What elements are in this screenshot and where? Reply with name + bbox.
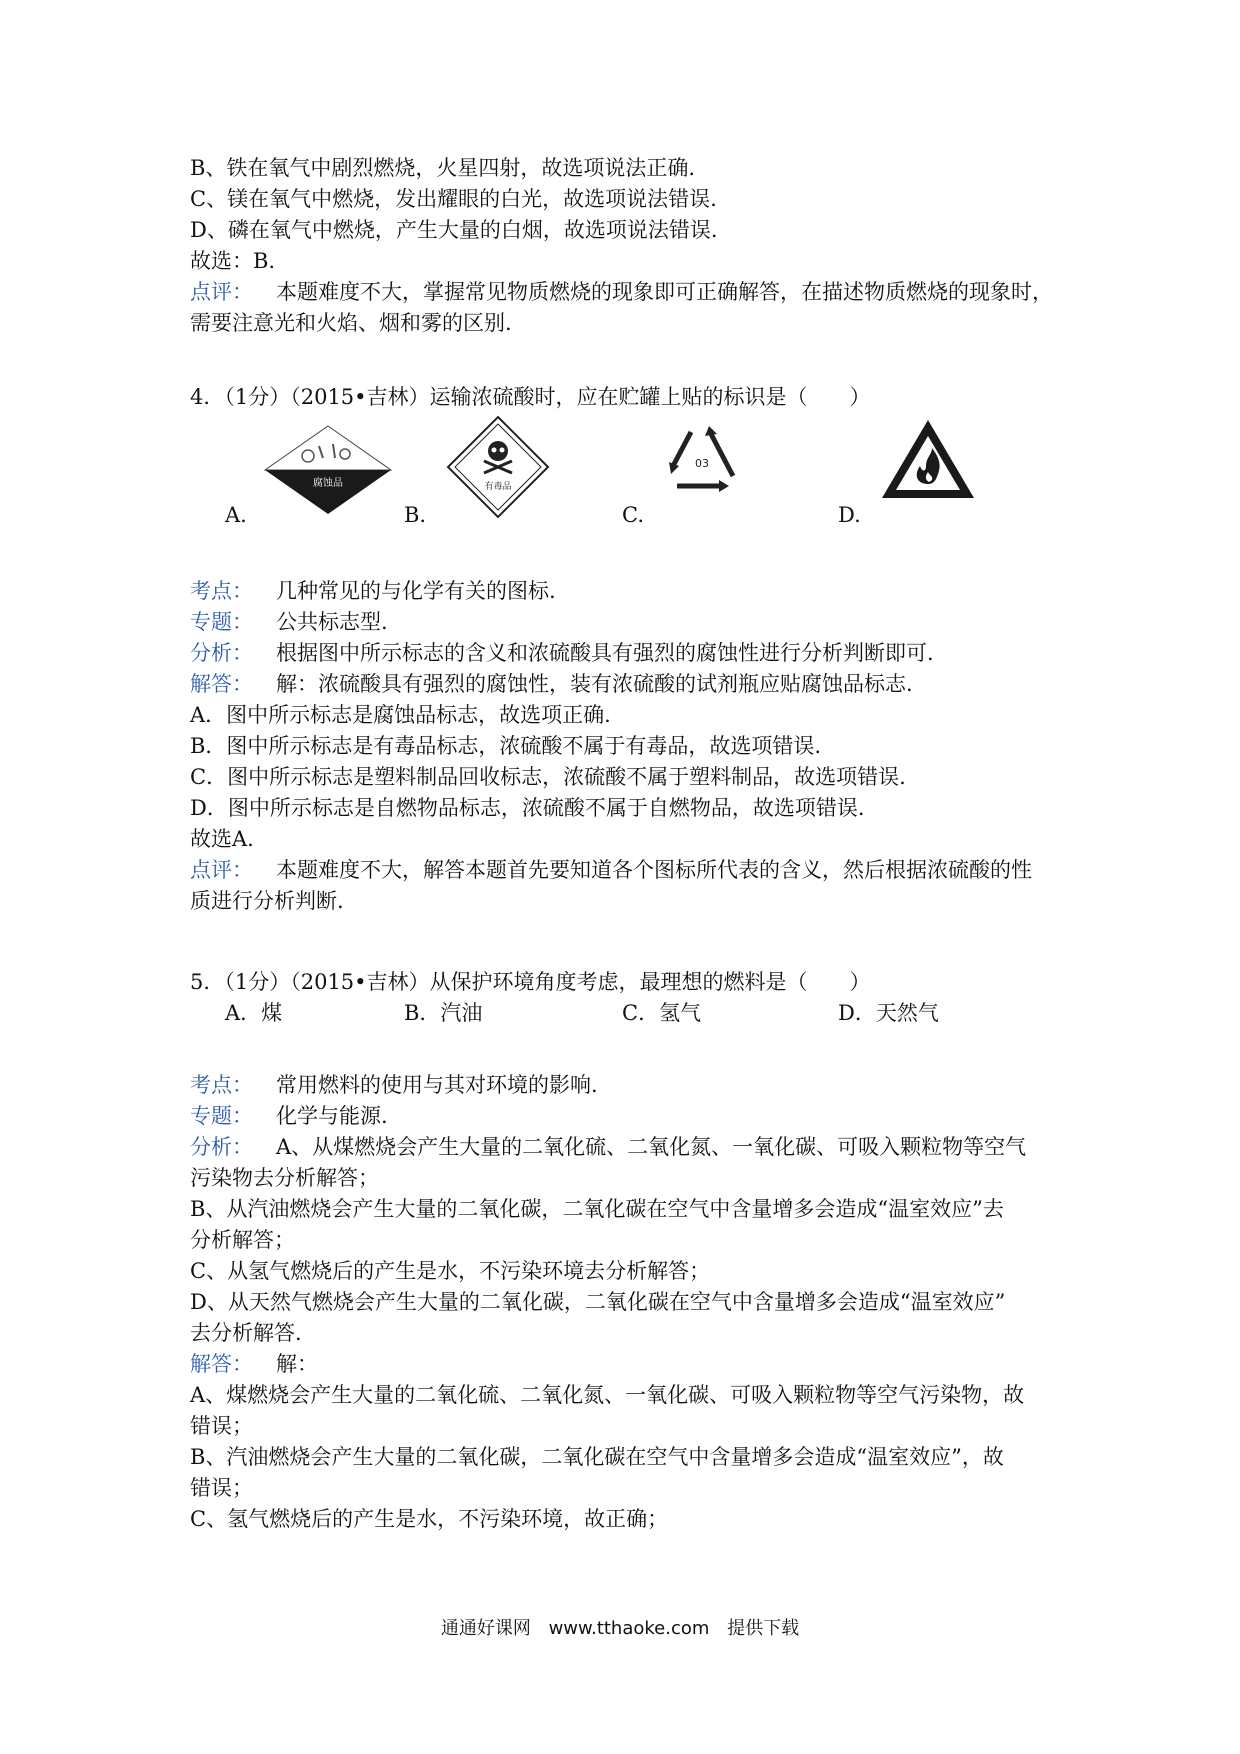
text-line: C．图中所示标志是塑料制品回收标志，浓硫酸不属于塑料制品，故选项错误. (190, 765, 906, 789)
text-line: D、磷在氧气中燃烧，产生大量的白烟，故选项说法错误. (190, 218, 718, 242)
kaodian-text: 常用燃料的使用与其对环境的影响. (276, 1073, 598, 1097)
footer-url[interactable]: www.tthaoke.com (548, 1618, 710, 1639)
comment-text: 本题难度不大，解答本题首先要知道各个图标所代表的含义，然后根据浓硫酸的性 (276, 858, 1032, 882)
text-line: C、从氢气燃烧后的产生是水，不污染环境去分析解答； (190, 1259, 711, 1283)
kaodian-line (190, 576, 1060, 606)
zhuanti-label: 专题： (190, 1104, 253, 1128)
text-line: C、氢气燃烧后的产生是水，不污染环境，故正确； (190, 1507, 669, 1531)
option-b: B．汽油 (404, 1001, 483, 1025)
jieda-line (190, 1349, 1060, 1379)
toxic-sign-label: 有毒品 (484, 482, 512, 492)
fenxi-label: 分析： (190, 1135, 253, 1159)
text-line: B、从汽油燃烧会产生大量的二氧化碳，二氧化碳在空气中含量增多会造成“温室效应”去 (190, 1197, 1004, 1221)
fenxi-text: 根据图中所示标志的含义和浓硫酸具有强烈的腐蚀性进行分析判断即可. (276, 641, 934, 665)
text-line: 故选：B. (190, 249, 276, 273)
text-line: 去分析解答. (190, 1321, 302, 1345)
text-line: 分析解答； (190, 1228, 295, 1252)
page-footer (0, 1614, 1240, 1640)
text-line: A、煤燃烧会产生大量的二氧化硫、二氧化氮、一氧化碳、可吸入颗粒物等空气污染物，故 (190, 1383, 1025, 1407)
text-line: B、汽油燃烧会产生大量的二氧化碳，二氧化碳在空气中含量增多会造成“温室效应”，故 (190, 1445, 1004, 1469)
text-line: 污染物去分析解答； (190, 1166, 379, 1190)
text-line: 故选A. (190, 827, 254, 851)
fenxi-line (190, 1132, 1060, 1162)
text-line: 错误； (190, 1476, 253, 1500)
text-line: 质进行分析判断. (190, 889, 344, 913)
option-c: C．氢气 (622, 1001, 702, 1025)
text-line: 错误； (190, 1414, 253, 1438)
text-line: C、镁在氧气中燃烧，发出耀眼的白光，故选项说法错误. (190, 187, 717, 211)
zhuanti-text: 公共标志型. (276, 610, 388, 634)
zhuanti-text: 化学与能源. (276, 1104, 388, 1128)
recycle-sign-label: 03 (695, 457, 709, 470)
corrosive-sign-icon (263, 424, 393, 516)
option-d: D．天然气 (838, 1001, 939, 1025)
text-line: D．图中所示标志是自燃物品标志，浓硫酸不属于自燃物品，故选项错误. (190, 796, 865, 820)
question-5-stem: 5．（1分）（2015•吉林）从保护环境角度考虑，最理想的燃料是（ ） (190, 970, 871, 994)
text-line: A．图中所示标志是腐蚀品标志，故选项正确. (190, 703, 611, 727)
option-b: B. (404, 503, 427, 527)
comment-line (190, 855, 1060, 885)
comment-line (190, 277, 1060, 307)
corrosive-sign-label: 腐蚀品 (313, 478, 343, 489)
kaodian-line (190, 1070, 1060, 1100)
option-a: A．煤 (225, 1001, 283, 1025)
question-4-stem: 4．（1分）（2015•吉林）运输浓硫酸时，应在贮罐上贴的标识是（ ） (190, 385, 871, 409)
jieda-label: 解答： (190, 1352, 253, 1376)
footer-site: 通通好课网 (440, 1618, 531, 1639)
jieda-text: 解：浓硫酸具有强烈的腐蚀性，装有浓硫酸的试剂瓶应贴腐蚀品标志. (276, 672, 913, 696)
jieda-label: 解答： (190, 672, 253, 696)
kaodian-label: 考点： (190, 1073, 253, 1097)
option-c: C. (622, 503, 644, 527)
zhuanti-label: 专题： (190, 610, 253, 634)
flammable-sign-icon (880, 418, 976, 500)
text-line: D、从天然气燃烧会产生大量的二氧化碳，二氧化碳在空气中含量增多会造成“温室效应” (190, 1290, 1006, 1314)
fenxi-label: 分析： (190, 641, 253, 665)
option-a: A. (225, 503, 247, 527)
text-line: B．图中所示标志是有毒品标志，浓硫酸不属于有毒品，故选项错误. (190, 734, 822, 758)
zhuanti-line (190, 1101, 1060, 1131)
jieda-line (190, 669, 1060, 699)
kaodian-label: 考点： (190, 579, 253, 603)
comment-label: 点评： (190, 280, 253, 304)
text-line: B、铁在氧气中剧烈燃烧，火星四射，故选项说法正确. (190, 156, 696, 180)
toxic-sign-icon (446, 415, 550, 519)
comment-text: 本题难度不大，掌握常见物质燃烧的现象即可正确解答，在描述物质燃烧的现象时， (276, 280, 1053, 304)
jieda-text: 解： (276, 1352, 318, 1376)
zhuanti-line (190, 607, 1060, 637)
recycle-sign-icon (661, 420, 743, 500)
kaodian-text: 几种常见的与化学有关的图标. (276, 579, 556, 603)
fenxi-line (190, 638, 1060, 668)
footer-suffix: 提供下载 (727, 1618, 800, 1639)
option-d: D. (838, 503, 861, 527)
text-line: 需要注意光和火焰、烟和雾的区别. (190, 311, 512, 335)
fenxi-text: A、从煤燃烧会产生大量的二氧化硫、二氧化氮、一氧化碳、可吸入颗粒物等空气 (276, 1135, 1027, 1159)
comment-label: 点评： (190, 858, 253, 882)
